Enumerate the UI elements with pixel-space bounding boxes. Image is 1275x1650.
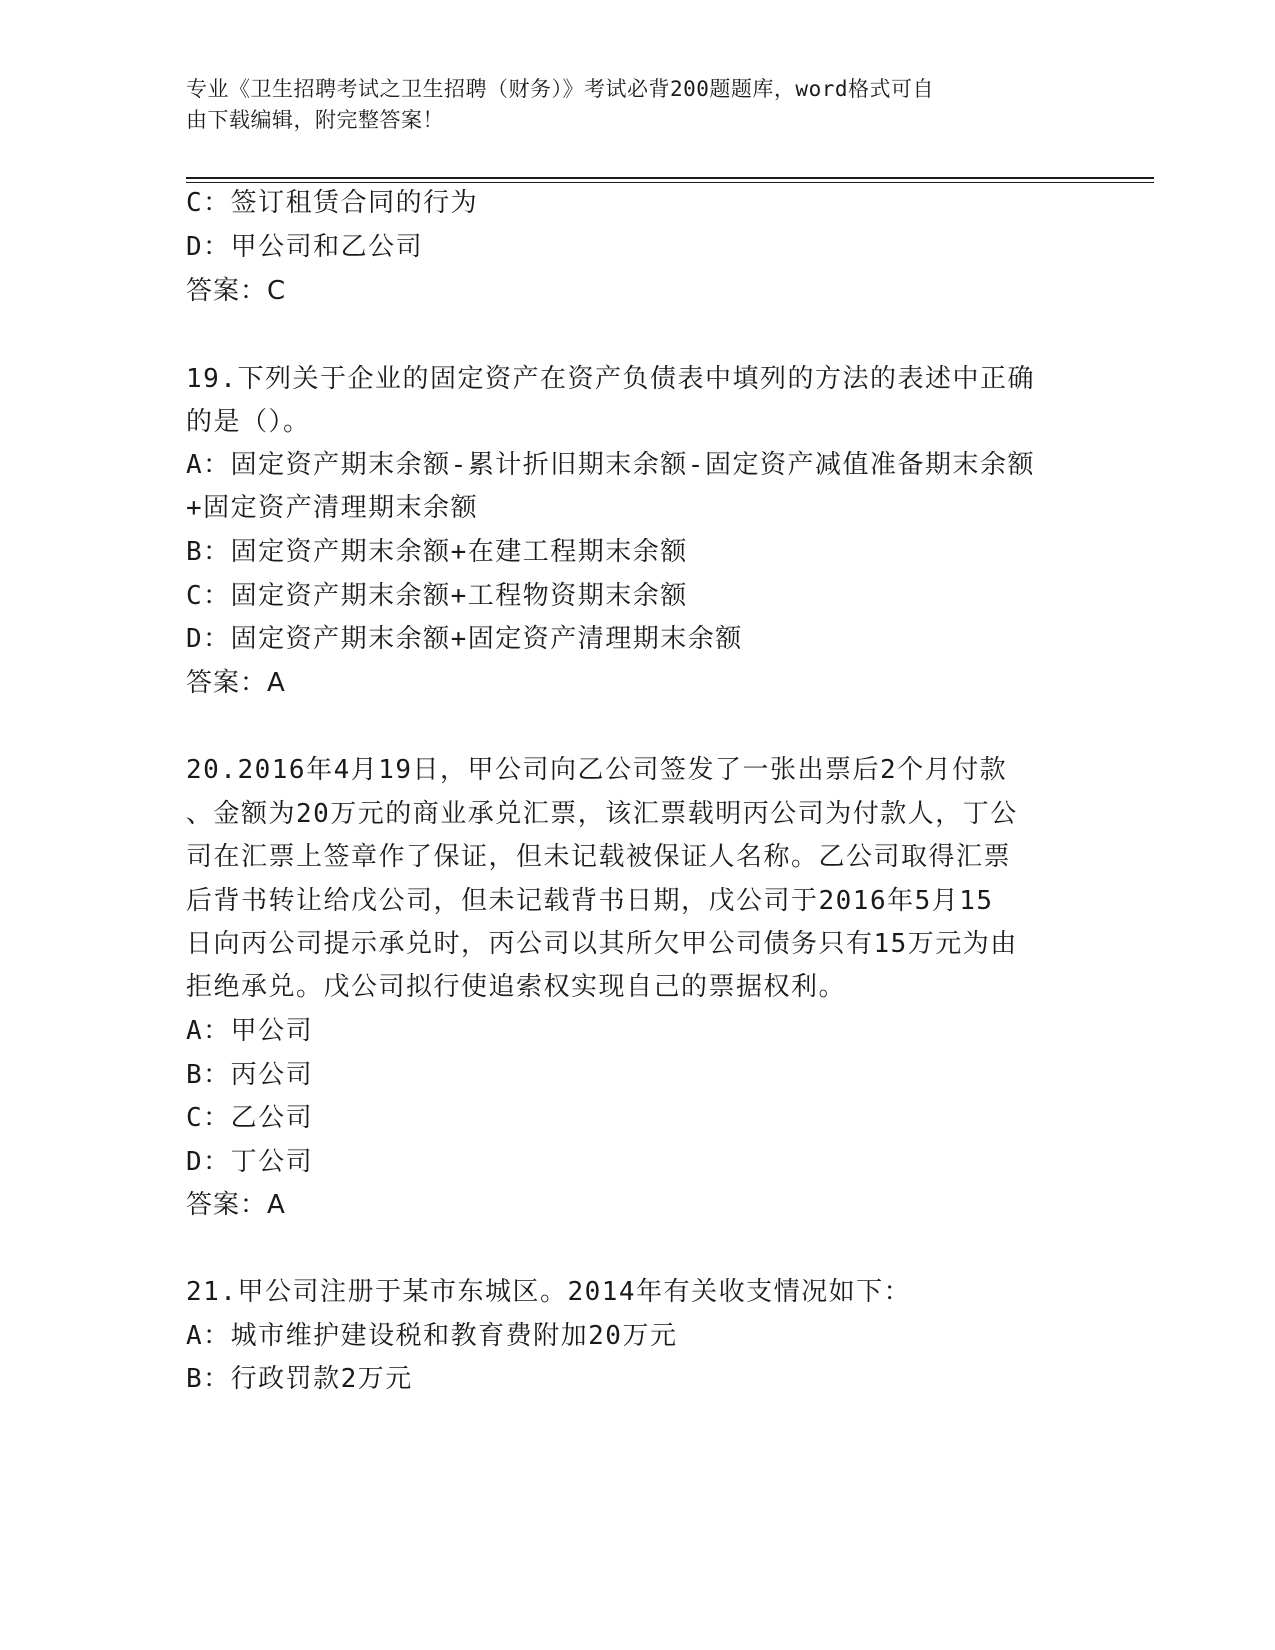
header-divider-thick [186,177,1154,179]
question-stem-line: 20.2016年4月19日，甲公司向乙公司签发了一张出票后2个月付款 [186,755,1008,785]
question-stem-line: 21.甲公司注册于某市东城区。2014年有关收支情况如下： [186,1277,912,1307]
option-d: D：甲公司和乙公司 [186,232,424,262]
option-b: B：丙公司 [186,1060,314,1090]
option-b: B：固定资产期末余额+在建工程期末余额 [186,537,688,567]
answer-line: 答案：C [186,276,287,306]
document-header [186,74,1066,136]
answer-line: 答案：A [186,668,286,698]
question-stem-line: 后背书转让给戊公司，但未记载背书日期，戊公司于2016年5月15 [186,886,994,916]
option-a: A：固定资产期末余额-累计折旧期末余额-固定资产减值准备期末余额 [186,450,1035,480]
question-stem-line: 19.下列关于企业的固定资产在资产负债表中填列的方法的表述中正确 [186,364,1035,394]
option-c: C：乙公司 [186,1103,314,1133]
option-c: C：固定资产期末余额+工程物资期末余额 [186,581,688,611]
header-divider-thin [186,182,1154,183]
question-stem-line: 司在汇票上签章作了保证，但未记载被保证人名称。乙公司取得汇票 [186,842,1012,872]
question-stem-line: 日向丙公司提示承兑时，丙公司以其所欠甲公司债务只有15万元为由 [186,929,1018,959]
option-a: A：城市维护建设税和教育费附加20万元 [186,1321,678,1351]
option-c: C：签订租赁合同的行为 [186,188,479,218]
option-d: D：丁公司 [186,1147,314,1177]
option-a-continued: +固定资产清理期末余额 [186,493,479,523]
question-stem-line: 拒绝承兑。戊公司拟行使追索权实现自己的票据权利。 [186,972,847,1002]
option-b: B：行政罚款2万元 [186,1364,413,1394]
question-stem-line: 的是（）。 [186,407,311,437]
answer-line: 答案：A [186,1190,286,1220]
option-d: D：固定资产期末余额+固定资产清理期末余额 [186,624,743,654]
header-title-line-2: 由下载编辑，附完整答案！ [186,108,444,132]
option-a: A：甲公司 [186,1016,314,1046]
header-title-line-1: 专业《卫生招聘考试之卫生招聘（财务）》考试必背200题题库，word格式可自 [186,77,934,101]
question-stem-line: 、金额为20万元的商业承兑汇票，该汇票载明丙公司为付款人，丁公 [186,799,1018,829]
